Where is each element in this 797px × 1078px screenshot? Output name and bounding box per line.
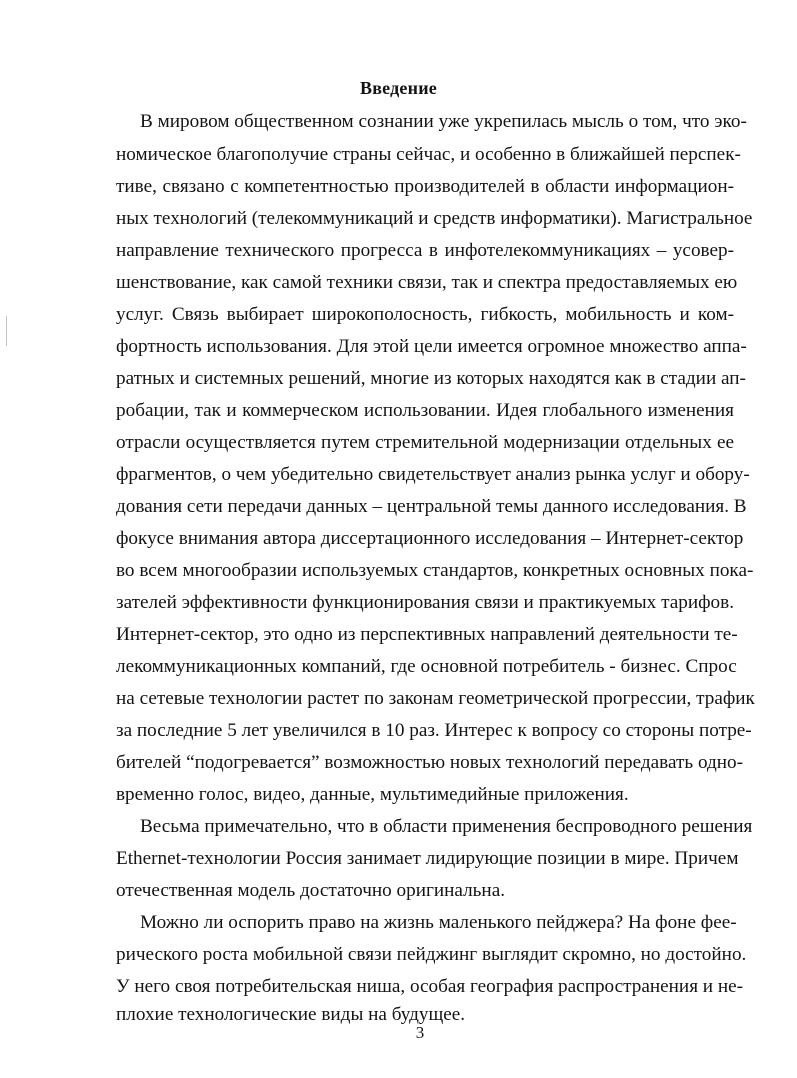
text-line: шенствование, как самой техники связи, так и спектра предоставляемых ею bbox=[116, 272, 738, 293]
text-line: У него своя потребительская ниша, особая география распространения и не- bbox=[116, 976, 744, 997]
text-line: плохие технологические виды на будущее. bbox=[116, 1004, 466, 1025]
text-line: номическое благополучие страны сейчас, и особенно в ближайшей перспек- bbox=[116, 144, 741, 165]
text-line: временно голос, видео, данные, мультимедийные приложения. bbox=[116, 784, 629, 805]
text-line: Весьма примечательно, что в области применения беспроводного решения bbox=[140, 816, 753, 837]
text-line: во всем многообразии используемых стандартов, конкретных основных пока- bbox=[116, 560, 754, 581]
margin-scan-mark bbox=[6, 316, 9, 346]
text-line: отрасли осуществляется путем стремительной модернизации отдельных ее bbox=[116, 432, 734, 453]
text-line: зателей эффективности функционирования связи и практикуемых тарифов. bbox=[116, 592, 734, 613]
text-line: лекоммуникационных компаний, где основной потребитель - бизнес. Спрос bbox=[116, 656, 737, 677]
page-number: 3 bbox=[415, 1023, 425, 1042]
text-line: за последние 5 лет увеличился в 10 раз. Интерес к вопросу со стороны потре- bbox=[116, 720, 752, 741]
text-line: рического роста мобильной связи пейджинг выглядит скромно, но достойно. bbox=[116, 944, 747, 965]
text-line: Интернет-сектор, это одно из перспективных направлений деятельности те- bbox=[116, 624, 738, 645]
text-line: услуг. Связь выбирает широкополосность, гибкость, мобильность и ком- bbox=[116, 304, 734, 325]
text-line: тиве, связано с компетентностью производителей в области информацион- bbox=[116, 176, 734, 197]
text-line: направление технического прогресса в инфотелекоммуникациях – усовер- bbox=[116, 240, 734, 261]
text-line: фрагментов, о чем убедительно свидетельствует анализ рынка услуг и обору- bbox=[116, 464, 750, 485]
text-line: ных технологий (телекоммуникаций и средств информатики). Магистральное bbox=[116, 208, 753, 229]
text-line: бителей “подогревается” возможностью новых технологий передавать одно- bbox=[116, 752, 743, 773]
text-line: дования сети передачи данных – центральной темы данного исследования. В bbox=[116, 496, 747, 517]
text-line: фортность использования. Для этой цели имеется огромное множество аппа- bbox=[116, 336, 747, 357]
text-line: фокусе внимания автора диссертационного исследования – Интернет-сектор bbox=[116, 528, 744, 549]
text-line: отечественная модель достаточно оригинальна. bbox=[116, 880, 506, 901]
text-line: робации, так и коммерческом использовании. Идея глобального изменения bbox=[116, 400, 734, 421]
text-line: В мировом общественном сознании уже укрепилась мысль о том, что эко- bbox=[140, 111, 747, 132]
text-line: Можно ли оспорить право на жизнь маленького пейджера? На фоне фее- bbox=[140, 912, 737, 933]
text-line: на сетевые технологии растет по законам геометрической прогрессии, трафик bbox=[116, 688, 755, 709]
text-line: Ethernet-технологии Россия занимает лидирующие позиции в мире. Причем bbox=[116, 848, 739, 869]
section-title: Введение bbox=[360, 78, 437, 98]
text-line: ратных и системных решений, многие из которых находятся как в стадии ап- bbox=[116, 368, 746, 389]
